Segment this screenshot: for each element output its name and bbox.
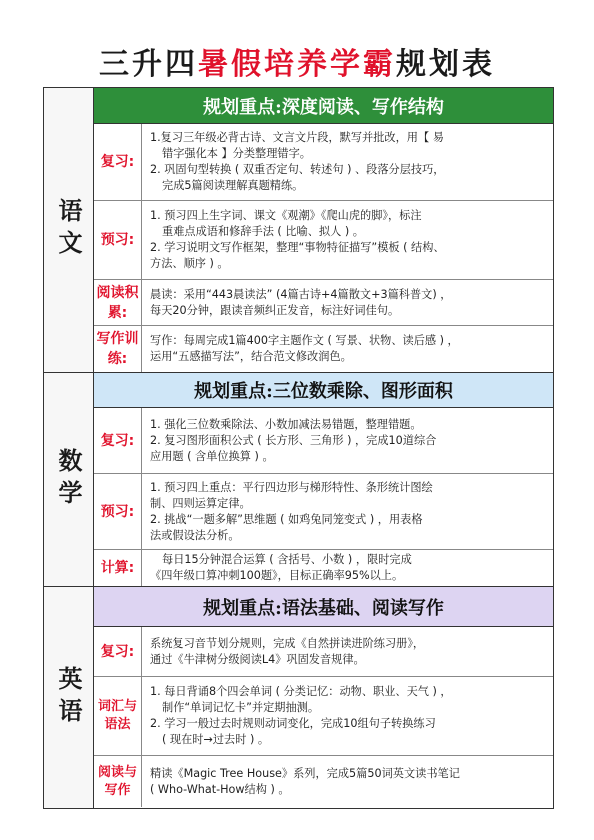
english-row-reading-writing (94, 756, 553, 807)
row-text (150, 552, 547, 584)
row-line: 完成5篇阅读理解真题精练。 (162, 179, 304, 192)
subject-math-label: 数学 (54, 447, 83, 512)
row-label: 计算: (94, 550, 142, 586)
subject-math (44, 373, 94, 587)
row-label: 复习: (94, 124, 142, 200)
row-line: 通过《牛津树分级阅读L4》巩固发音规律。 (150, 652, 365, 666)
english-focus-header (94, 587, 553, 627)
chinese-focus-text: 规划重点:深度阅读、写作结构 (203, 96, 444, 118)
row-line: 法或假设法分析。 (150, 528, 240, 542)
row-line: 每天20分钟，跟读音频纠正发音，标注好词佳句。 (150, 303, 400, 317)
row-line: 《四年级口算冲刺100题》，目标正确率95%以上。 (150, 569, 404, 582)
title-part-1: 三升四 (99, 47, 198, 82)
subject-english-label: 英语 (54, 665, 83, 730)
row-line: 1.复习三年级必背古诗、文言文片段，默写并批改，用【 易 (150, 131, 444, 144)
row-text (150, 208, 547, 272)
row-line: 2. 复习图形面积公式 ( 长方形、三角形 ) ，完成10道综合 (150, 433, 437, 447)
plan-table (43, 87, 554, 809)
page-title (0, 40, 594, 90)
row-label: 预习: (94, 474, 142, 549)
row-line: 应用题 ( 含单位换算 ) 。 (150, 449, 274, 463)
row-text (150, 287, 547, 319)
row-line: 2. 学习说明文写作框架，整理“事物特征描写”模板 ( 结构、 (150, 241, 445, 254)
row-line: 重难点成语和修辞手法 ( 比喻、拟人 ) 。 (162, 225, 364, 238)
chinese-row-reading (94, 280, 553, 326)
row-line: 1. 每日背诵8个四会单词 ( 分类记忆：动物、职业、天气 ) ， (150, 685, 452, 698)
chinese-row-review (94, 124, 553, 201)
row-line: 运用“五感描写法”，结合范文修改润色。 (150, 350, 352, 363)
row-line: 精读《Magic Tree House》系列，完成5篇50词英文读书笔记 (150, 766, 460, 780)
row-text (150, 684, 547, 748)
row-line: 1. 预习四上生字词、课文《观潮》《爬山虎的脚》，标注 (150, 209, 422, 222)
subject-chinese-label: 语文 (54, 198, 83, 262)
english-row-vocab-grammar (94, 677, 553, 756)
row-line: 系统复习音节划分规则，完成《自然拼读进阶练习册》， (150, 636, 425, 650)
row-text (150, 766, 547, 798)
chinese-focus-header (94, 88, 553, 124)
english-row-review (94, 627, 553, 677)
row-label: 阅读与写作 (94, 756, 142, 807)
title-part-2: 暑假培养学霸 (198, 47, 396, 82)
subject-chinese (44, 88, 94, 373)
row-line: 晨读：采用“443晨读法” (4篇古诗+4篇散文+3篇科普文) ， (150, 287, 452, 301)
row-label: 预习: (94, 201, 142, 279)
row-label: 复习: (94, 408, 142, 473)
row-label: 写作训练: (94, 326, 142, 372)
row-line: 制、四则运算定律。 (150, 496, 251, 510)
math-focus-header (94, 373, 553, 408)
row-label: 复习: (94, 627, 142, 676)
subject-english (44, 587, 94, 808)
row-text (150, 636, 547, 668)
row-line: 制作“单词记忆卡”并定期抽测。 (162, 701, 320, 714)
row-line: 每日15分钟混合运算 ( 含括号、小数 ) ，限时完成 (162, 553, 412, 566)
math-focus-text: 规划重点:三位数乘除、图形面积 (194, 381, 453, 402)
row-line: ( 现在时→过去时 ) 。 (162, 733, 270, 746)
row-line: 2. 挑战“一题多解”思维题 ( 如鸡兔同笼变式 ) ，用表格 (150, 512, 423, 526)
math-row-review (94, 408, 553, 474)
row-text (150, 417, 547, 465)
row-line: 错字强化本 】分类整理错字。 (162, 147, 311, 160)
math-row-calculation (94, 550, 553, 587)
row-line: 写作：每周完成1篇400字主题作文 ( 写景、状物、读后感 ) ， (150, 334, 459, 347)
row-line: 1. 强化三位数乘除法、小数加减法易错题，整理错题。 (150, 417, 422, 431)
row-line: 方法、顺序 ) 。 (150, 257, 229, 270)
row-text (150, 333, 547, 365)
row-text (150, 130, 547, 194)
math-row-preview (94, 474, 553, 550)
row-line: ( Who-What-How结构 ) 。 (150, 782, 290, 796)
title-part-3: 规划表 (396, 47, 495, 82)
row-line: 1. 预习四上重点：平行四边形与梯形特性、条形统计图绘 (150, 480, 433, 494)
row-line: 2. 巩固句型转换 ( 双重否定句、转述句 ) 、段落分层技巧， (150, 163, 445, 176)
row-label: 阅读积累: (94, 280, 142, 325)
row-label: 词汇与语法 (94, 677, 142, 755)
chinese-row-preview (94, 201, 553, 280)
row-line: 2. 学习一般过去时规则动词变化，完成10组句子转换练习 (150, 717, 436, 730)
chinese-row-writing (94, 326, 553, 373)
row-text (150, 480, 547, 544)
english-focus-text: 规划重点:语法基础、阅读写作 (203, 597, 444, 619)
